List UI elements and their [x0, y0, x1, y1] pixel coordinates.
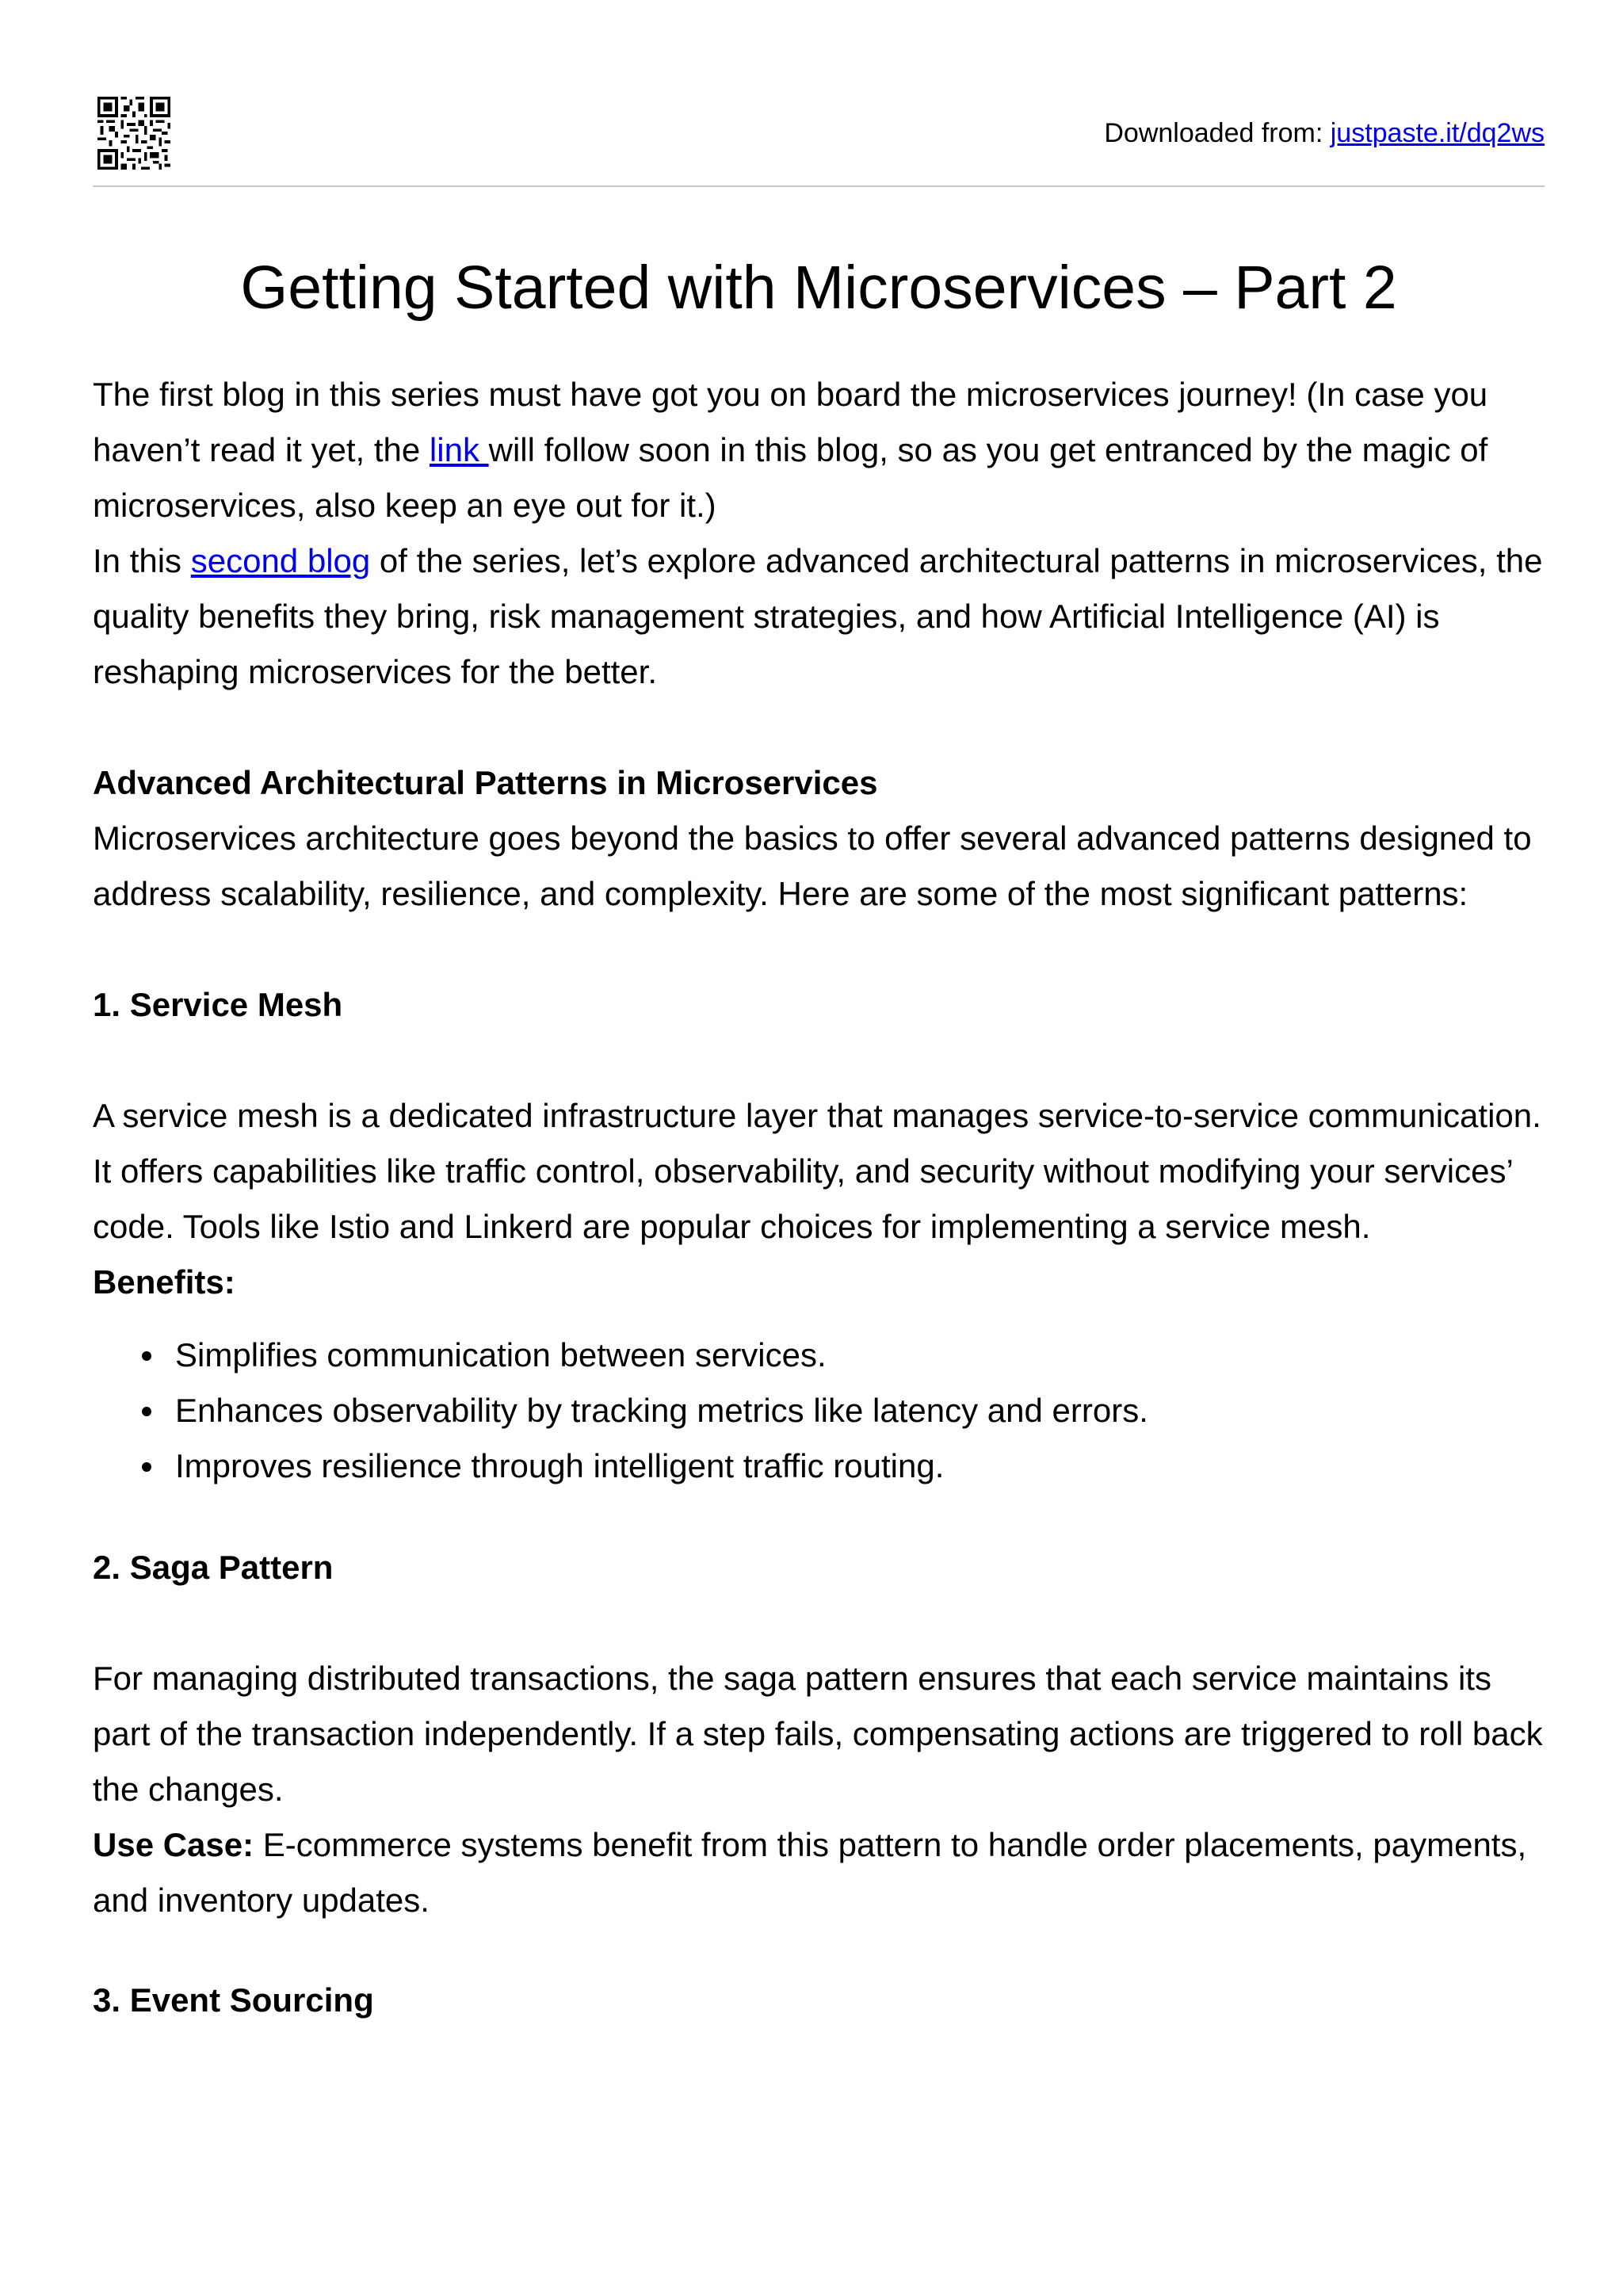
section-paragraph: Microservices architecture goes beyond the basics to offer several advanced patterns designed to address scalability, resilience, and complexity. Here are some of the most significant patterns: — [93, 819, 1532, 912]
section-heading: Advanced Architectural Patterns in Microservices — [93, 764, 878, 801]
use-case-text: E-commerce systems benefit from this pattern to handle order placements, payments, and inventory updates. — [93, 1826, 1527, 1919]
intro-p2-text-after: of the series, let’s explore advanced architectural patterns in microservices, the quality benefits they bring, risk management strategies, and how Artificial Intelligence (AI) is reshaping microservices for the better. — [93, 542, 1543, 690]
service-mesh-heading: 1. Service Mesh — [93, 986, 343, 1023]
download-source — [1104, 117, 1545, 149]
intro-p2-text-before: In this — [93, 542, 191, 579]
intro-paragraph-1 — [93, 367, 1545, 533]
service-mesh-paragraph: A service mesh is a dedicated infrastructure layer that manages service-to-service communication. It offers capabilities like traffic control, observability, and security without modifying your services’ code. Tools like Istio and Linkerd are popular choices for implementing a service mesh. — [93, 1097, 1541, 1245]
intro-paragraph-2 — [93, 533, 1545, 700]
article-body — [93, 367, 1545, 2028]
qr-code-icon — [97, 97, 170, 170]
list-item: Simplifies communication between services. — [175, 1328, 1545, 1383]
document-page — [93, 0, 1545, 2019]
benefits-label: Benefits: — [93, 1263, 235, 1301]
list-item: Improves resilience through intelligent traffic routing. — [175, 1438, 1545, 1494]
page-title: Getting Started with Microservices – Part 2 — [240, 254, 1397, 322]
spacer — [93, 1494, 1545, 1540]
intro-p1-text-before: The first blog in this series must have got you on board the microservices journey! (In case you haven’t read it yet, the — [93, 376, 1488, 468]
spacer — [93, 1033, 1545, 1088]
intro-p1-text-after: will follow soon in this blog, so as you get entranced by the magic of microservices, also keep an eye out for it.) — [93, 431, 1488, 524]
page-header — [93, 0, 1545, 187]
downloaded-label: Downloaded from: — [1104, 118, 1331, 148]
spacer — [93, 922, 1545, 977]
saga-heading: 2. Saga Pattern — [93, 1549, 334, 1586]
use-case-label: Use Case: — [93, 1826, 254, 1863]
spacer — [93, 700, 1545, 755]
saga-paragraph: For managing distributed transactions, the saga pattern ensures that each service maintains its part of the transaction independently. If a step fails, compensating actions are triggered to roll back the changes. — [93, 1660, 1543, 1808]
use-case-paragraph — [93, 1817, 1545, 1928]
benefits-list — [93, 1328, 1545, 1494]
spacer — [93, 1928, 1545, 1973]
event-sourcing-heading: 3. Event Sourcing — [93, 1981, 374, 2019]
source-link[interactable]: justpaste.it/dq2ws — [1330, 118, 1545, 148]
list-item: Enhances observability by tracking metrics like latency and errors. — [175, 1383, 1545, 1438]
spacer — [93, 1595, 1545, 1651]
second-blog-link[interactable]: second blog — [190, 542, 371, 579]
part-1-link[interactable]: link — [429, 431, 489, 468]
